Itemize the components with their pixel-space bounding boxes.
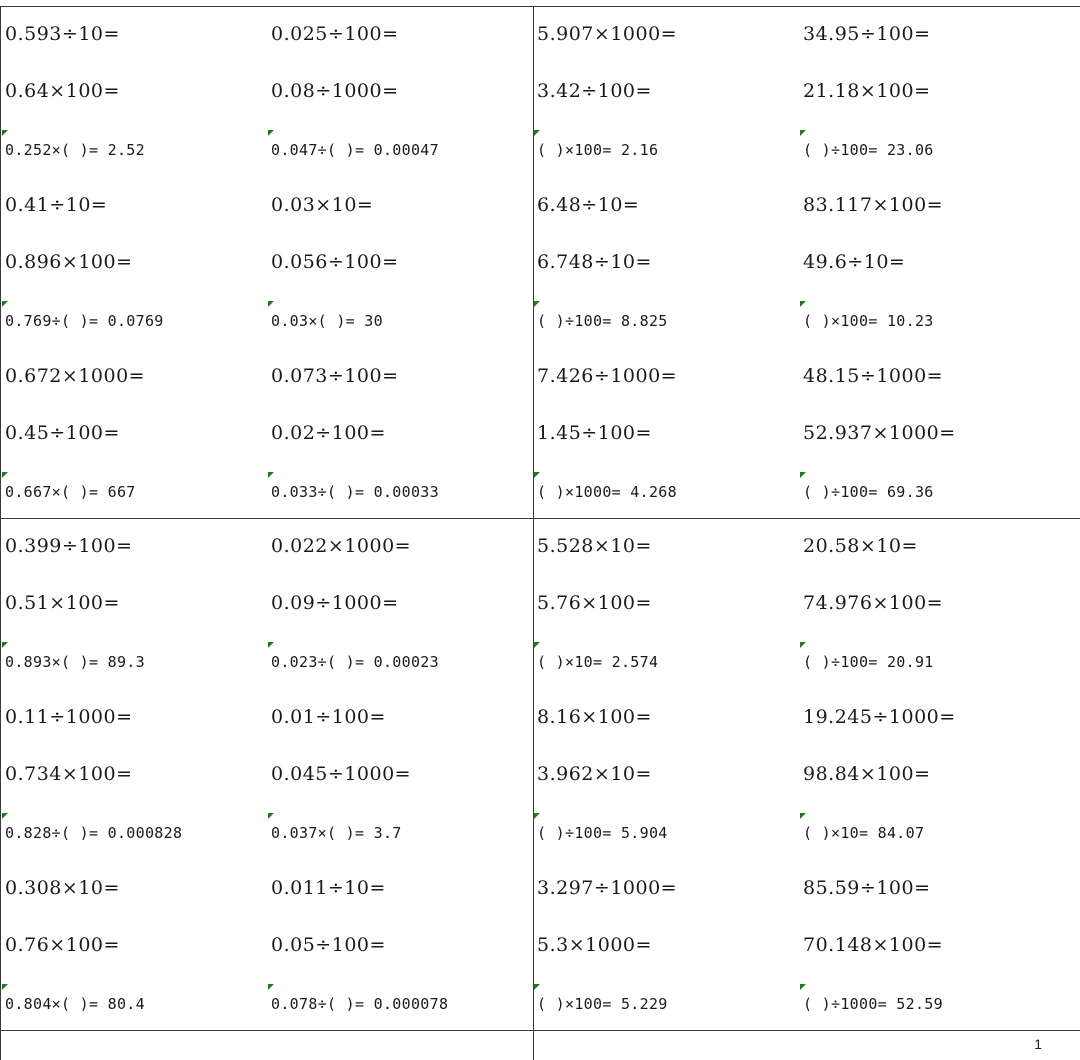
- fill-in-problem: ( )×100= 10.23: [803, 312, 934, 330]
- fill-in-problem: 0.252×( )= 2.52: [5, 141, 145, 159]
- comment-marker-icon: [2, 984, 8, 990]
- arithmetic-problem: 0.64×100=: [5, 80, 120, 102]
- fill-in-problem: 0.047÷( )= 0.00047: [271, 141, 439, 159]
- arithmetic-problem: 70.148×100=: [803, 934, 944, 956]
- arithmetic-problem: 34.95÷100=: [803, 23, 931, 45]
- comment-marker-icon: [534, 984, 540, 990]
- arithmetic-problem: 5.907×1000=: [537, 23, 678, 45]
- arithmetic-problem: 0.896×100=: [5, 251, 133, 273]
- fill-in-problem: ( )÷100= 23.06: [803, 141, 934, 159]
- arithmetic-problem: 3.962×10=: [537, 763, 652, 785]
- comment-marker-icon: [534, 130, 540, 136]
- fill-in-problem: 0.667×( )= 667: [5, 483, 136, 501]
- fill-in-problem: 0.03×( )= 30: [271, 312, 383, 330]
- fill-in-problem: 0.804×( )= 80.4: [5, 995, 145, 1013]
- fill-in-problem: ( )÷100= 8.825: [537, 312, 668, 330]
- arithmetic-problem: 5.528×10=: [537, 535, 652, 557]
- fill-in-problem: 0.893×( )= 89.3: [5, 653, 145, 671]
- comment-marker-icon: [2, 813, 8, 819]
- comment-marker-icon: [2, 130, 8, 136]
- arithmetic-problem: 0.672×1000=: [5, 365, 146, 387]
- arithmetic-problem: 5.3×1000=: [537, 934, 652, 956]
- comment-marker-icon: [268, 130, 274, 136]
- arithmetic-problem: 0.01÷100=: [271, 706, 386, 728]
- arithmetic-problem: 6.48÷10=: [537, 194, 640, 216]
- comment-marker-icon: [534, 813, 540, 819]
- comment-marker-icon: [2, 642, 8, 648]
- arithmetic-problem: 49.6÷10=: [803, 251, 906, 273]
- arithmetic-problem: 48.15÷1000=: [803, 365, 944, 387]
- arithmetic-problem: 5.76×100=: [537, 592, 652, 614]
- comment-marker-icon: [534, 301, 540, 307]
- arithmetic-problem: 74.976×100=: [803, 592, 944, 614]
- arithmetic-problem: 98.84×100=: [803, 763, 931, 785]
- fill-in-problem: ( )÷100= 20.91: [803, 653, 934, 671]
- arithmetic-problem: 0.41÷10=: [5, 194, 108, 216]
- fill-in-problem: ( )÷1000= 52.59: [803, 995, 943, 1013]
- arithmetic-problem: 0.045÷1000=: [271, 763, 412, 785]
- fill-in-problem: 0.023÷( )= 0.00023: [271, 653, 439, 671]
- fill-in-problem: ( )÷100= 5.904: [537, 824, 668, 842]
- arithmetic-problem: 3.297÷1000=: [537, 877, 678, 899]
- arithmetic-problem: 0.022×1000=: [271, 535, 412, 557]
- arithmetic-problem: 0.03×10=: [271, 194, 374, 216]
- fill-in-problem: 0.078÷( )= 0.000078: [271, 995, 449, 1013]
- arithmetic-problem: 1.45÷100=: [537, 422, 652, 444]
- arithmetic-problem: 19.245÷1000=: [803, 706, 956, 728]
- arithmetic-problem: 20.58×10=: [803, 535, 918, 557]
- comment-marker-icon: [534, 472, 540, 478]
- comment-marker-icon: [268, 472, 274, 478]
- comment-marker-icon: [800, 472, 806, 478]
- comment-marker-icon: [800, 130, 806, 136]
- comment-marker-icon: [800, 813, 806, 819]
- comment-marker-icon: [534, 642, 540, 648]
- arithmetic-problem: 52.937×1000=: [803, 422, 956, 444]
- comment-marker-icon: [2, 301, 8, 307]
- comment-marker-icon: [268, 984, 274, 990]
- fill-in-problem: 0.033÷( )= 0.00033: [271, 483, 439, 501]
- arithmetic-problem: 0.08÷1000=: [271, 80, 399, 102]
- footer-cell-left: [0, 1030, 534, 1060]
- arithmetic-problem: 7.426÷1000=: [537, 365, 678, 387]
- fill-in-problem: ( )×10= 2.574: [537, 653, 659, 671]
- arithmetic-problem: 6.748÷10=: [537, 251, 652, 273]
- fill-in-problem: ( )×10= 84.07: [803, 824, 925, 842]
- comment-marker-icon: [2, 472, 8, 478]
- arithmetic-problem: 0.76×100=: [5, 934, 120, 956]
- fill-in-problem: 0.828÷( )= 0.000828: [5, 824, 183, 842]
- page-number: 1: [1034, 1036, 1042, 1052]
- arithmetic-problem: 0.51×100=: [5, 592, 120, 614]
- comment-marker-icon: [800, 984, 806, 990]
- arithmetic-problem: 85.59÷100=: [803, 877, 931, 899]
- arithmetic-problem: 0.025÷100=: [271, 23, 399, 45]
- arithmetic-problem: 0.02÷100=: [271, 422, 386, 444]
- arithmetic-problem: 8.16×100=: [537, 706, 652, 728]
- fill-in-problem: ( )×1000= 4.268: [537, 483, 677, 501]
- arithmetic-problem: 0.11÷1000=: [5, 706, 133, 728]
- fill-in-problem: 0.769÷( )= 0.0769: [5, 312, 164, 330]
- footer-cell-right: [533, 1030, 1080, 1060]
- arithmetic-problem: 0.09÷1000=: [271, 592, 399, 614]
- arithmetic-problem: 0.45÷100=: [5, 422, 120, 444]
- arithmetic-problem: 0.593÷10=: [5, 23, 120, 45]
- arithmetic-problem: 0.734×100=: [5, 763, 133, 785]
- comment-marker-icon: [800, 642, 806, 648]
- comment-marker-icon: [268, 301, 274, 307]
- arithmetic-problem: 83.117×100=: [803, 194, 944, 216]
- arithmetic-problem: 0.073÷100=: [271, 365, 399, 387]
- arithmetic-problem: 0.05÷100=: [271, 934, 386, 956]
- fill-in-problem: ( )×100= 5.229: [537, 995, 668, 1013]
- comment-marker-icon: [268, 813, 274, 819]
- arithmetic-problem: 0.399÷100=: [5, 535, 133, 557]
- fill-in-problem: ( )×100= 2.16: [537, 141, 659, 159]
- fill-in-problem: 0.037×( )= 3.7: [271, 824, 402, 842]
- fill-in-problem: ( )÷100= 69.36: [803, 483, 934, 501]
- arithmetic-problem: 21.18×100=: [803, 80, 931, 102]
- arithmetic-problem: 0.308×10=: [5, 877, 120, 899]
- arithmetic-problem: 3.42÷100=: [537, 80, 652, 102]
- comment-marker-icon: [268, 642, 274, 648]
- arithmetic-problem: 0.011÷10=: [271, 877, 386, 899]
- arithmetic-problem: 0.056÷100=: [271, 251, 399, 273]
- comment-marker-icon: [800, 301, 806, 307]
